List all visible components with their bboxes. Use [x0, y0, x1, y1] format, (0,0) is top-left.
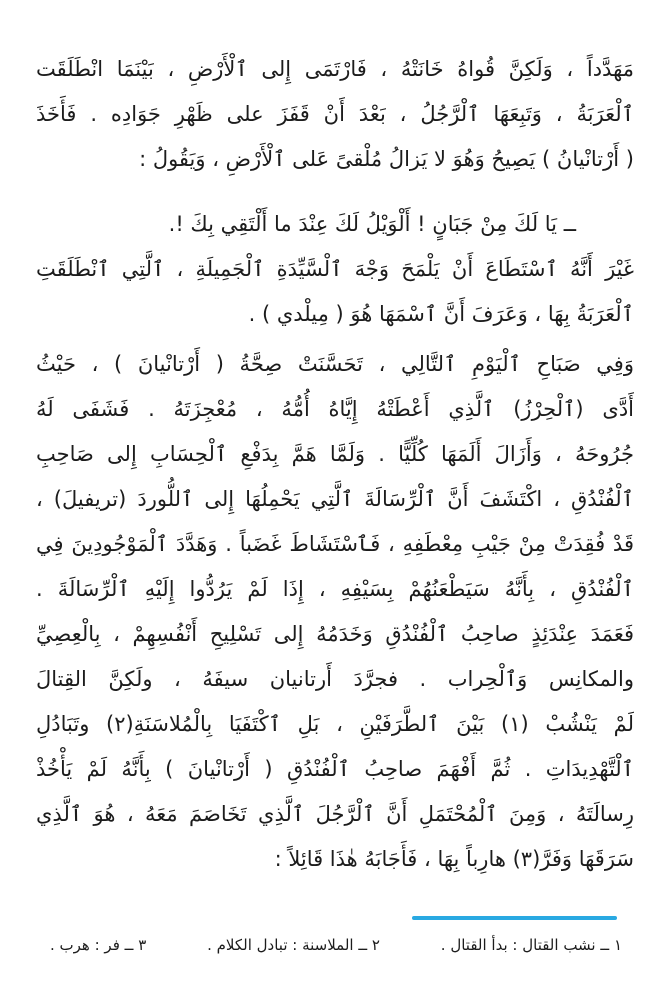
body-line-8: أَدَّى (ٱلْحِرْزُ) ٱلَّذِي أَعْطَتْهُ إِيَّاهُ أُمُّهُ ، مُعْجِزَتَهُ . فَشَفَى لَهُ [36, 397, 634, 421]
footnote-3: ٣ ــ فر : هرب . [50, 936, 147, 954]
body-line-6: ٱلْعَرَبَةُ بِهَا ، وَعَرَفَ أَنَّ ٱسْمَهَا هُوَ ( مِيلْدي ) . [248, 302, 634, 326]
body-line-16: ٱلْتَّهْدِيدَاتِ . ثُمَّ أَفْهَمَ صاحِبُ ٱلْفُنْدُقِ ( أَرْتانْيانَ ) بِأَنَّهُ لَمْ يَأْخُذْ [36, 757, 634, 781]
dialogue-line: ــ يَا لَكَ مِنْ جَبَانٍ ! أَلْوَيْلُ لَكَ عِنْدَ ما أَلْتَقِي بِكَ !. [168, 212, 576, 236]
body-line-13: فَعَمَدَ عِنْدَئِذٍ صاحِبُ ٱلْفُنْدُقِ وَخَدَمُهُ إِلى تَسْلِيحِ أَنْفُسِهِمْ ، بِالْعِصِيِّ [36, 622, 634, 646]
body-line-18: سَرَقَهَا وَفَرَّ(٣) هارِباً بِهَا ، فَأَجَابَهُ هٰذَا قَائِلاً : [274, 847, 634, 871]
body-line-17: رِسالَتَهُ ، وَمِنَ ٱلْمُحْتَمَلِ أَنَّ ٱلْرَّجُلَ ٱلَّذِي تَخَاصَمَ مَعَهُ ، هُوَ ٱلَّذِي [36, 802, 634, 826]
body-line-5: غَيْرَ أَنَّهُ ٱسْتَطَاعَ أَنْ يَلْمَحَ وَجْهَ ٱلْسَّيِّدَةِ ٱلْجَمِيلَةِ ، ٱلَّتِي ٱنْطَلَقَتِ [36, 257, 634, 281]
footnote-divider-line [412, 916, 617, 920]
body-line-9: جُرُوحَهُ ، وَأَزَالَ أَلَمَهَا كُلِّيًّا . وَلَمَّا هَمَّ بِدَفْعِ ٱلْحِسَابِ إِلى صَاحِبِ [36, 442, 634, 466]
body-line-10: ٱلْفُنْدُقِ ، اكْتَشَفَ أَنَّ ٱلْرِّسَالَةَ ٱلَّتِي يَحْمِلُهَا إِلى ٱللُّوردَ (تريفيلَ) ، [36, 487, 634, 511]
footnote-2: ٢ ــ الملاسنة : تبادل الكلام . [207, 936, 380, 954]
body-line-15: لَمْ يَنْشُبْ (١) بَيْنَ ٱلطَّرَفَيْنِ ، بَلِ ٱكْتَفَيَا بِالْمُلاسَنَةِ(٢) وتَبَادُلِ [36, 712, 634, 736]
body-line-3: ( أَرْتانْيانُ ) يَصِيحُ وَهُوَ لا يَزالُ مُلْقىً عَلى ٱلْأَرْضِ ، وَيَقُولُ : [139, 147, 634, 171]
body-line-11: قَدْ فُقِدَتْ مِنْ جَيْبِ مِعْطَفِهِ ، فَٱسْتَشَاطَ غَضَباً . وَهَدَّدَ ٱلْمَوْجُودِينَ فِي [36, 532, 634, 556]
footnotes [50, 930, 622, 960]
body-line-12: ٱلْفُنْدُقِ ، بِأَنَّهُ سَيَطْعَنُهُمْ بِسَيْفِهِ ، إِذَا لَمْ يَرُدُّوا إِلَيْهِ ٱلْرِّسَالَةَ . [36, 577, 634, 601]
body-line-14: والمكانِس وَٱلْحِراب . فجرَّدَ أَرتانيان سيفَهُ ، ولَكِنَّ القِتالَ [36, 667, 634, 691]
body-line-2: ٱلْعَرَبَةُ ، وَتَبِعَهَا ٱلْرَّجُلُ ، بَعْدَ أَنْ قَفَزَ على ظَهْرِ جَوَادِه . فَأَخَذَ [36, 102, 634, 126]
body-line-7: وَفِي صَبَاحِ ٱلْيَوْمِ ٱلتَّالِي ، تَحَسَّنَتْ صِحَّةُ ( أَرْتانْيانَ ) ، حَيْثُ [36, 352, 634, 376]
footnote-1: ١ ــ نشب القتال : بدأ القتال . [440, 936, 622, 954]
body-line-1: مَهَدَّداً ، وَلَكِنَّ قُواهُ خَانَتْهُ ، فَارْتَمَى إِلى ٱلْأَرْضِ ، بَيْنَمَا انْطَلَقَت [36, 57, 634, 81]
body-text [36, 47, 634, 882]
